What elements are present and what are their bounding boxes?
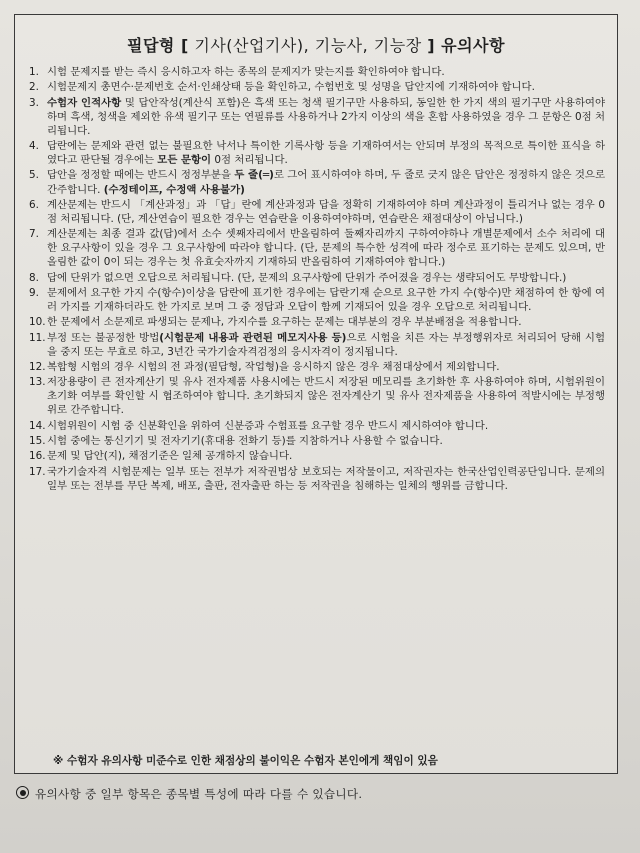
item-number: 17. xyxy=(29,465,46,478)
list-item xyxy=(29,96,605,138)
item-number: 12. xyxy=(29,360,46,373)
item-text-bold: (수정테이프, 수정액 사용불가) xyxy=(103,183,245,196)
item-text: 시험 중에는 통신기기 및 전자기기(휴대용 전화기 등)를 지참하거나 사용할 수 없습니다. xyxy=(47,434,443,447)
item-text: 부정 또는 불공정한 방법 xyxy=(47,331,160,344)
item-number: 10. xyxy=(29,316,46,329)
list-item xyxy=(29,168,605,196)
item-text: 로 그어 표시하여야 하며, 두 줄로 긋지 않은 답안은 정정하지 않은 것으로 간주합니다. xyxy=(47,169,606,196)
item-text: 문제 및 답안(지), 채점기준은 일체 공개하지 않습니다. xyxy=(47,450,293,463)
item-number: 8. xyxy=(29,271,39,284)
item-number: 16. xyxy=(29,450,46,463)
item-number: 6. xyxy=(29,198,39,211)
list-item xyxy=(29,286,605,314)
item-number: 14. xyxy=(29,419,46,432)
item-text: 계산문제는 최종 결과 값(답)에서 소수 셋째자리에서 반올림하여 둘째자리까지 구하여야하나 개별문제에서 소수 처리에 대한 요구사항이 있을 경우 그 요구사항에 따라야 합니다. (단, 문제의 특수한 성격에 따라 정수로 표기하는 문제도 있으며, 반올림한 값이 0이 되는 경우는 첫 유효숫자까지 기재하되 반올림하여 기재하여야 합니다.) xyxy=(47,228,605,269)
notice-box xyxy=(14,14,618,774)
list-item xyxy=(29,465,605,493)
item-text: 0점 처리됩니다. xyxy=(211,154,288,167)
list-item xyxy=(29,198,605,226)
bullet-circle-icon xyxy=(16,786,29,799)
item-text-bold: 두 줄(═) xyxy=(234,169,274,182)
title-mid: 기사(산업기사), 기능사, 기능장 xyxy=(188,36,428,55)
list-item xyxy=(29,360,605,374)
item-text: 문제에서 요구한 가지 수(항수)이상을 답란에 표기한 경우에는 답란기재 순으로 요구한 가지 수(항수)만 채점하여 한 항에 여러 가지를 기재하더라도 한 가지로 보며 그 중 정답과 오답이 함께 기재되어 있을 경우 오답으로 처리됩니다. xyxy=(47,286,605,313)
item-text: 복합형 시험의 경우 시험의 전 과정(필답형, 작업형)을 응시하지 않은 경우 채점대상에서 제외합니다. xyxy=(47,360,500,373)
item-text: 답안을 정정할 때에는 반드시 정정부분을 xyxy=(47,169,235,182)
footer-text: 유의사항 중 일부 항목은 종목별 특성에 따라 다를 수 있습니다. xyxy=(35,787,363,801)
item-number: 2. xyxy=(29,81,39,94)
item-text: 답에 단위가 없으면 오답으로 처리됩니다. (단, 문제의 요구사항에 단위가 주어졌을 경우는 생략되어도 무방합니다.) xyxy=(47,271,567,284)
title-right: ] 유의사항 xyxy=(427,36,505,55)
item-number: 9. xyxy=(29,286,39,299)
list-item xyxy=(29,375,605,417)
list-item xyxy=(29,434,605,448)
list-item xyxy=(29,65,605,79)
item-number: 7. xyxy=(29,228,39,241)
item-text: 답란에는 문제와 관련 없는 불필요한 낙서나 특이한 기록사항 등을 기재하여서는 안되며 부정의 목적으로 특이한 표식을 하였다고 판단될 경우에는 xyxy=(47,140,605,167)
item-text: 계산문제는 반드시 「계산과정」과 「답」란에 계산과정과 답을 정확히 기재하여야 하며 계산과정이 틀리거나 없는 경우 0점 처리됩니다. (단, 계산연습이 필요한 경우는 연습란을 이용하여야하며, 연습란은 채점대상이 아닙니다.) xyxy=(47,198,605,225)
list-item xyxy=(29,315,605,329)
item-number: 3. xyxy=(29,96,39,109)
list-item xyxy=(29,331,605,359)
item-text: 저장용량이 큰 전자계산기 및 유사 전자제품 사용시에는 반드시 저장된 메모리를 초기화한 후 사용하여야 하며, 시험위원이 초기화 여부를 확인할 시 협조하여야 합니다. 초기화되지 않은 전자계산기 및 유사 전자제품을 사용하여 적발시에는 부정행위로 간주합니다. xyxy=(47,376,605,417)
item-text: 으로 시험을 치른 자는 부정행위자로 처리되어 당해 시험을 중지 또는 무효로 하고, 3년간 국가기술자격검정의 응시자격이 정지됩니다. xyxy=(47,331,605,358)
item-text: 한 문제에서 소문제로 파생되는 문제나, 가지수를 요구하는 문제는 대부분의 경우 부분배점을 적용합니다. xyxy=(47,316,522,329)
item-number: 11. xyxy=(29,331,46,344)
item-text: 국가기술자격 시험문제는 일부 또는 전부가 저작권법상 보호되는 저작물이고, 저작권자는 한국산업인력공단입니다. 문제의 일부 또는 전부를 무단 복제, 배포, 출판, 전자출판 하는 등 저작권을 침해하는 일체의 행위를 금합니다. xyxy=(47,465,605,492)
list-item xyxy=(29,139,605,167)
item-text: 시험 문제지를 받는 즉시 응시하고자 하는 종목의 문제지가 맞는지를 확인하여야 합니다. xyxy=(47,66,445,78)
item-text: 및 답안작성(계산식 포함)은 흑색 또는 청색 필기구만 사용하되, 동일한 한 가지 색의 필기구만 사용하여야 하며 흑색, 청색을 제외한 유색 필기구 또는 연필류를 사용하거나 2가지 이상의 색을 혼합 사용하였을 경우 그 문항은 0점 처리됩니다. xyxy=(47,96,605,137)
item-text-bold: 수험자 인적사항 xyxy=(47,96,122,109)
item-text-bold: 모든 문항이 xyxy=(157,154,212,167)
footer-note xyxy=(16,786,362,802)
list-item xyxy=(29,449,605,463)
list-item xyxy=(29,227,605,269)
title-left: 필답형 [ xyxy=(127,36,189,55)
item-number: 4. xyxy=(29,140,39,153)
item-number: 13. xyxy=(29,376,46,389)
item-number: 1. xyxy=(29,66,39,78)
item-text: 시험위원이 시험 중 신분확인을 위하여 신분증과 수험표를 요구할 경우 반드시 제시하여야 합니다. xyxy=(47,419,489,432)
item-number: 5. xyxy=(29,169,39,182)
warning-note: ※ 수험자 유의사항 미준수로 인한 채점상의 불이익은 수험자 본인에게 책임이 있음 xyxy=(53,755,438,767)
item-text: 시험문제지 총면수·문제번호 순서·인쇄상태 등을 확인하고, 수험번호 및 성명을 답안지에 기재하여야 합니다. xyxy=(47,81,535,94)
notice-list xyxy=(29,65,605,494)
list-item xyxy=(29,80,605,94)
list-item xyxy=(29,271,605,285)
page-title xyxy=(15,33,617,56)
item-number: 15. xyxy=(29,434,46,447)
item-text-bold: (시험문제 내용과 관련된 메모지사용 등) xyxy=(159,331,347,344)
list-item xyxy=(29,419,605,433)
